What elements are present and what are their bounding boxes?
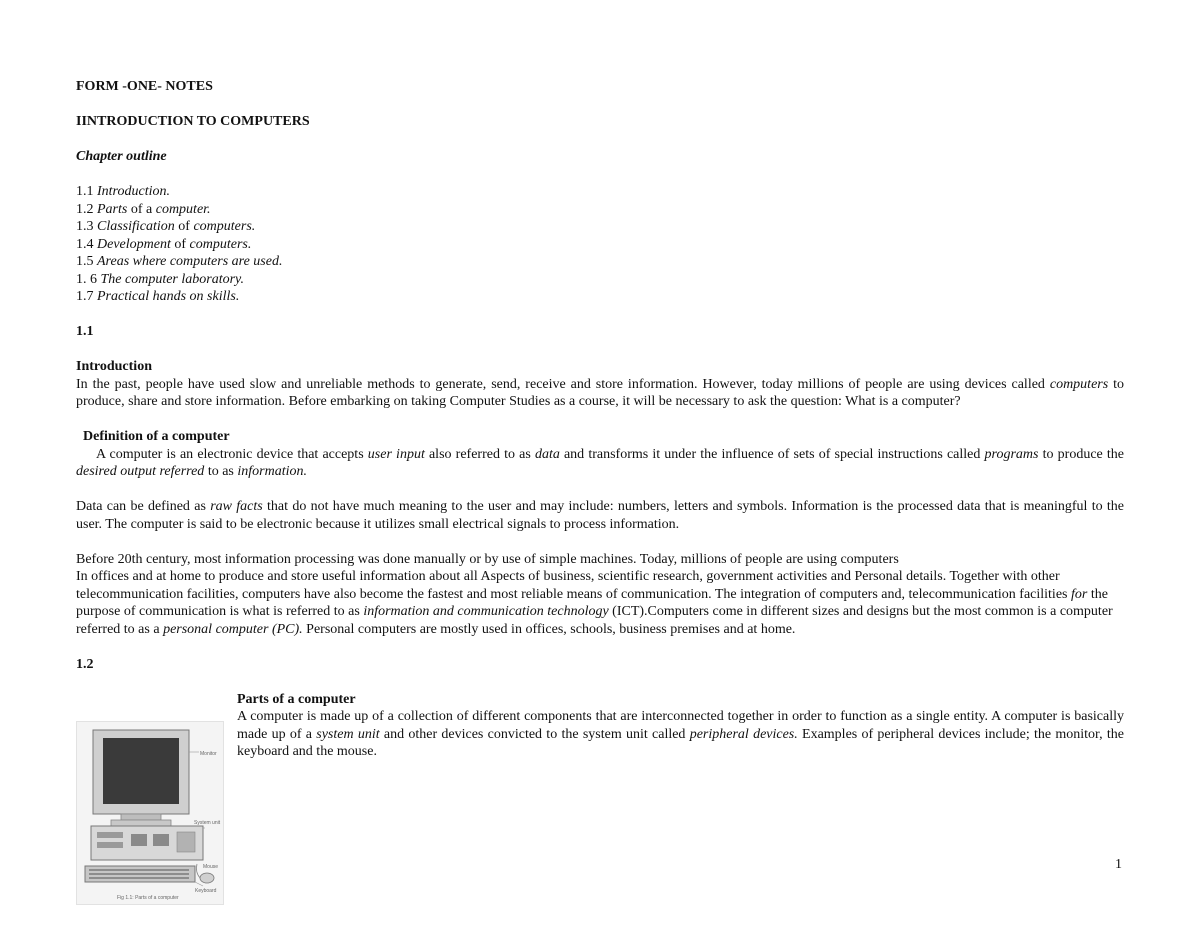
text-run: In the past, people have used slow and unreliable methods to generate, send, receive and store information. However, today millions of people are using devices called xyxy=(76,376,1050,392)
text-run: and transforms it under the influence of sets of special instructions called xyxy=(559,446,985,462)
introduction-heading: Introduction xyxy=(76,359,152,374)
italic-text-run: personal computer (PC). xyxy=(163,621,303,637)
outline-item xyxy=(76,236,1124,254)
parts-section xyxy=(76,691,1124,901)
figure-caption: Fig 1.1: Parts of a computer xyxy=(117,894,179,901)
section-1-2-number: 1.2 xyxy=(76,656,94,672)
page-number: 1 xyxy=(1115,857,1122,872)
text-run: of a xyxy=(127,201,156,217)
parts-heading: Parts of a computer xyxy=(237,691,356,707)
text-run: of xyxy=(174,219,194,234)
italic-text-run: desired output referred xyxy=(76,464,205,479)
outline-item-number: 1. 6 xyxy=(76,271,101,287)
italic-text-run: for xyxy=(1070,586,1088,602)
chapter-title: IINTRODUCTION TO COMPUTERS xyxy=(76,114,310,129)
text-run: A computer is made up of a collection of different components that are interconnected together in order to function as a single entity. A computer is basically made up of a xyxy=(237,709,1124,742)
document-page xyxy=(76,78,1124,901)
italic-text-run: data xyxy=(534,446,560,462)
italic-text-run: information. xyxy=(237,464,307,479)
text-run: In offices and at home to produce and store useful information about all Aspects of business, scientific research, government activities and Personal details. Together with other telecommunication facilities, computers have also become the fastest and most reliable means of communication. The integration of computers and, telecommunication facilities xyxy=(76,569,1071,602)
introduction-paragraph xyxy=(76,376,1124,411)
italic-text-run: Parts xyxy=(97,201,128,217)
chapter-outline-list xyxy=(76,183,1124,306)
italic-text-run: programs xyxy=(984,446,1039,462)
parts-text xyxy=(237,691,1124,761)
computer-illustration-svg xyxy=(77,722,223,904)
outline-item-number: 1.3 xyxy=(76,219,97,234)
outline-item xyxy=(76,183,1124,201)
text-run: to produce the xyxy=(1038,446,1124,462)
italic-text-run: Introduction. xyxy=(97,184,170,199)
system-unit-label: System unit xyxy=(194,819,221,826)
definition-paragraph xyxy=(76,446,1124,481)
outline-item-number: 1.4 xyxy=(76,236,97,252)
outline-item-number: 1.2 xyxy=(76,201,97,217)
italic-text-run: Practical hands on skills. xyxy=(97,289,240,304)
definition-heading: Definition of a computer xyxy=(83,429,230,444)
outline-item xyxy=(76,288,1124,306)
data-paragraph xyxy=(76,498,1124,533)
text-run: (ICT).Computers come in different sizes and designs but the most common is a computer referred to as a xyxy=(76,604,1113,637)
italic-text-run: information and communication technology xyxy=(363,604,609,619)
text-run: also referred to as xyxy=(424,446,535,462)
notes-title: FORM -ONE- NOTES xyxy=(76,79,213,94)
outline-item xyxy=(76,253,1124,271)
text-run: and other devices convicted to the system unit called xyxy=(379,726,690,742)
chapter-outline-title: Chapter outline xyxy=(76,149,167,164)
italic-text-run: user input xyxy=(367,446,425,462)
italic-text-run: system unit xyxy=(316,726,380,742)
text-run: of xyxy=(170,236,190,252)
history-paragraph xyxy=(76,568,1124,638)
parts-paragraph xyxy=(237,708,1124,761)
section-1-1-number: 1.1 xyxy=(76,324,94,339)
outline-item-number: 1.5 xyxy=(76,254,97,269)
italic-text-run: computers xyxy=(1049,376,1109,392)
computer-illustration xyxy=(76,721,224,905)
italic-text-run: Development xyxy=(97,236,171,252)
text-run: to produce, share and store information. Before embarking on taking Computer Studies as a course, it will be necessary to ask the question: What is a computer? xyxy=(76,376,1125,409)
outline-item-number: 1.7 xyxy=(76,289,97,304)
text-run: Personal computers are mostly used in offices, schools, business premises and at home. xyxy=(302,621,796,637)
text-run: the purpose of communication is what is referred to as xyxy=(76,586,1108,619)
keyboard-label: Keyboard xyxy=(195,887,217,894)
outline-item-number: 1.1 xyxy=(76,184,97,199)
history-line: Before 20th century, most information processing was done manually or by use of simple machines. Today, millions of people are using computers xyxy=(76,551,899,567)
italic-text-run: computers. xyxy=(193,219,256,234)
text-run: Examples of peripheral devices include; the monitor, the keyboard and the mouse. xyxy=(237,726,1125,759)
monitor-label: Monitor xyxy=(200,750,217,757)
outline-item xyxy=(76,201,1124,219)
text-run: that do not have much meaning to the user and may include: numbers, letters and symbols. Information is the processed data that is meaningful to the user. The computer is said to be electronic because it utilizes small electrical signals to process information. xyxy=(76,499,1125,532)
italic-text-run: computers. xyxy=(189,236,252,252)
italic-text-run: Classification xyxy=(97,219,175,234)
italic-text-run: raw facts xyxy=(210,499,263,514)
text-run: Data can be defined as xyxy=(76,499,211,514)
mouse-label: Mouse xyxy=(203,863,219,870)
outline-item xyxy=(76,271,1124,289)
italic-text-run: Areas where computers are used. xyxy=(97,254,283,269)
italic-text-run: computer. xyxy=(155,201,211,217)
italic-text-run: The computer laboratory. xyxy=(100,271,244,287)
outline-item xyxy=(76,218,1124,236)
italic-text-run: peripheral devices. xyxy=(689,726,798,742)
text-run: to as xyxy=(204,464,238,479)
text-run: A computer is an electronic device that accepts xyxy=(96,446,368,462)
